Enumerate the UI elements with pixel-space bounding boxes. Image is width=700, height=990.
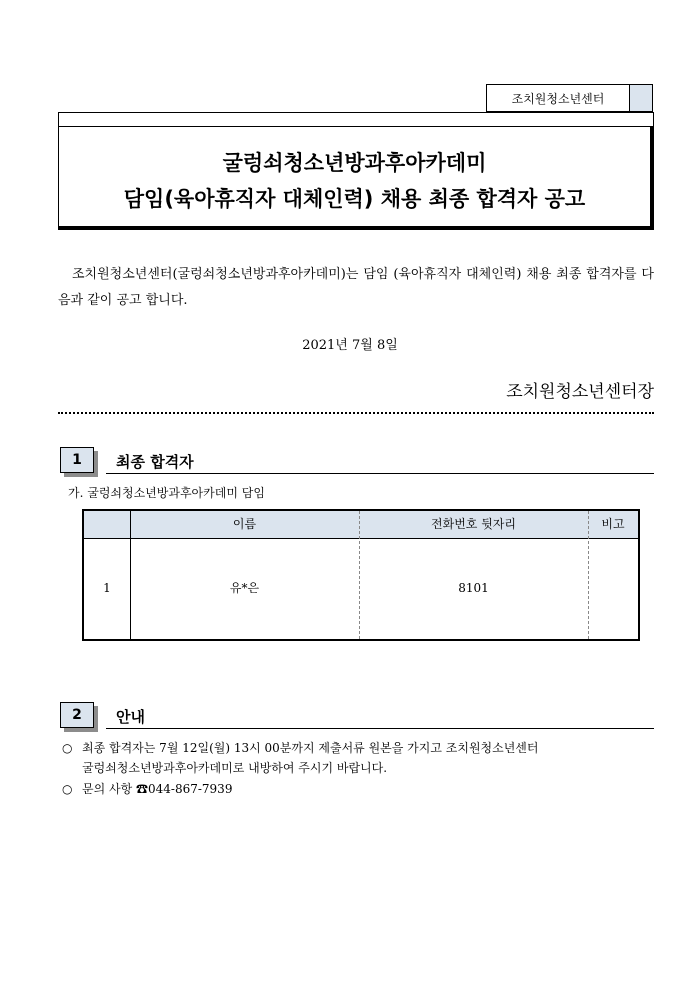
cell-note bbox=[588, 538, 638, 639]
dotted-divider bbox=[58, 412, 654, 414]
bullet-icon: ○ bbox=[62, 782, 73, 796]
section-1-underline bbox=[106, 473, 654, 474]
notice-date: 2021년 7월 8일 bbox=[302, 338, 398, 353]
list-item bbox=[62, 738, 539, 758]
issuer: 조치원청소년센터장 bbox=[506, 382, 654, 402]
title-strip bbox=[58, 112, 654, 126]
cell-phone: 8101 bbox=[458, 581, 489, 595]
list-item-continuation: 굴렁쇠청소년방과후아카데미로 내방하여 주시기 바랍니다. bbox=[82, 761, 388, 775]
intro-paragraph bbox=[58, 262, 654, 314]
section-1-subtitle: 가. 굴렁쇠청소년방과후아카데미 담임 bbox=[68, 486, 265, 500]
section-2-underline bbox=[106, 728, 654, 729]
title-line-1: 굴렁쇠청소년방과후아카데미 bbox=[222, 151, 487, 175]
section-2-number: 2 bbox=[60, 702, 94, 728]
intro-text: 조치원청소년센터(굴렁쇠청소년방과후아카데미)는 담임 (육아휴직자 대체인력) 채용 최종 합격자를 다음과 같이 공고 합니다. bbox=[58, 267, 654, 308]
section-1-title: 최종 합격자 bbox=[116, 453, 194, 471]
section-2-title: 안내 bbox=[116, 708, 145, 726]
section-1-number: 1 bbox=[60, 447, 94, 473]
header-cell-number bbox=[84, 511, 130, 538]
org-tag: 조치원청소년센터 bbox=[486, 84, 630, 112]
list-item-text: 문의 사항 ☎044-867-7939 bbox=[82, 782, 233, 796]
bullet-icon: ○ bbox=[62, 741, 73, 755]
cell-name: 유*은 bbox=[229, 581, 260, 595]
result-table bbox=[82, 509, 640, 641]
title-line-2: 담임(육아휴직자 대체인력) 채용 최종 합격자 공고 bbox=[123, 187, 586, 211]
list-item bbox=[62, 779, 232, 799]
org-tag-shade bbox=[630, 84, 653, 112]
header-cell-note: 비고 bbox=[601, 517, 625, 531]
header-cell-name: 이름 bbox=[232, 517, 257, 531]
table-header-row bbox=[84, 511, 638, 539]
title-box bbox=[58, 126, 654, 230]
header-cell-phone: 전화번호 뒷자리 bbox=[431, 517, 516, 531]
cell-number: 1 bbox=[103, 581, 111, 595]
list-item-text: 최종 합격자는 7월 12일(월) 13시 00분까지 제출서류 원본을 가지고 조치원청소년센터 bbox=[82, 741, 539, 755]
